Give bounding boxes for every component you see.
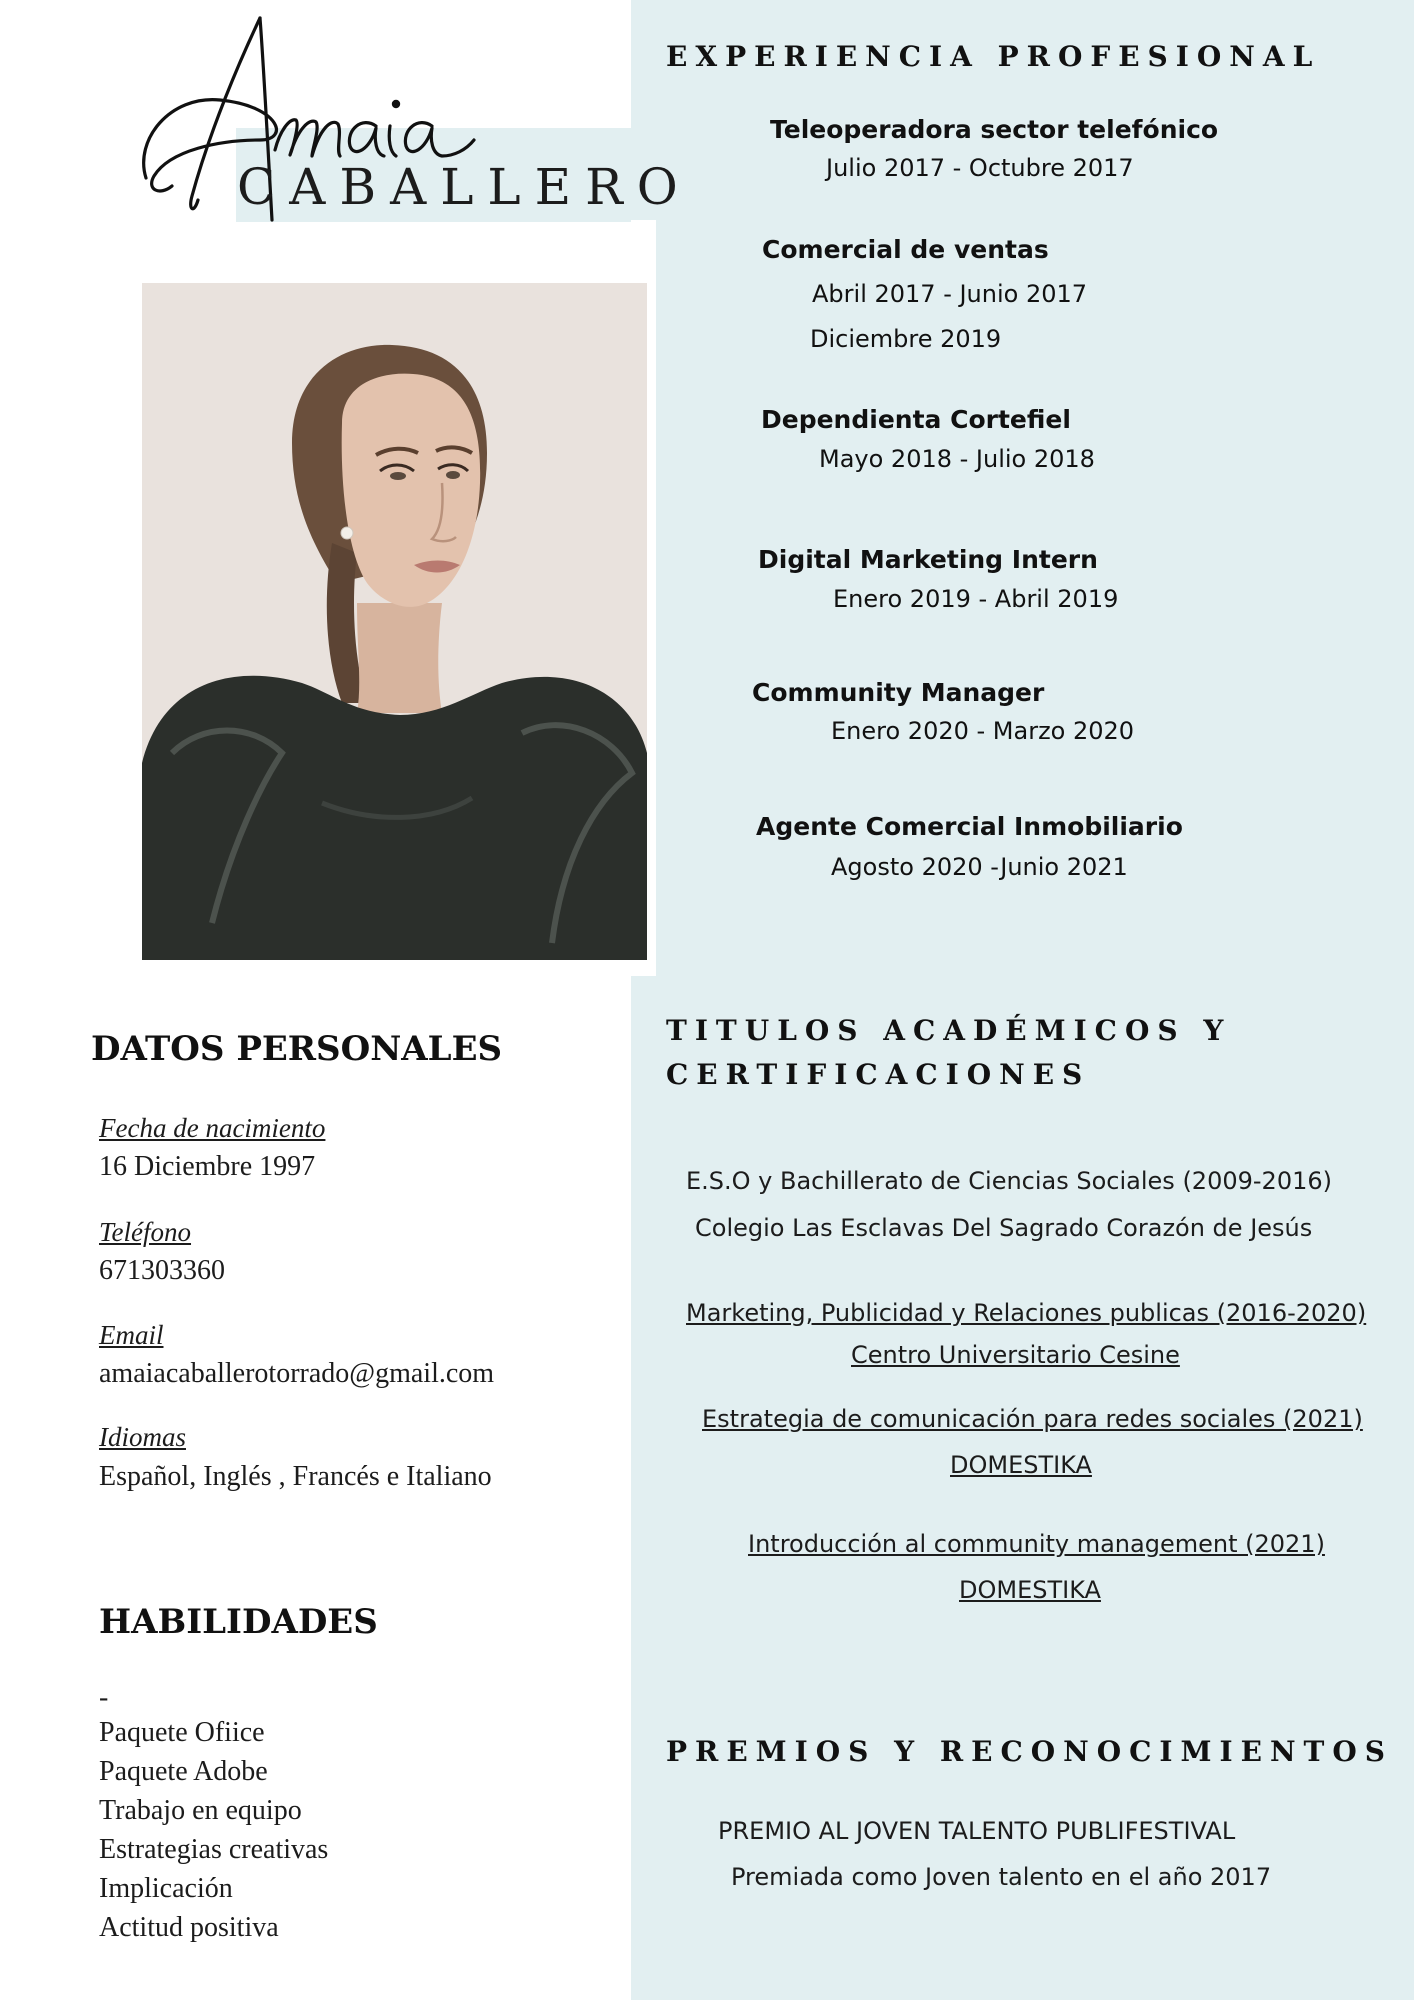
experience-role: Agente Comercial Inmobiliario bbox=[756, 812, 1183, 841]
education-school: DOMESTIKA bbox=[959, 1576, 1101, 1604]
education-school: Colegio Las Esclavas Del Sagrado Corazón de Jesús bbox=[695, 1214, 1313, 1242]
skills-section-title: HABILIDADES bbox=[99, 1602, 378, 1642]
experience-role: Community Manager bbox=[752, 678, 1045, 707]
profile-photo bbox=[142, 283, 647, 960]
experience-dates: Mayo 2018 - Julio 2018 bbox=[819, 445, 1095, 473]
education-name: Estrategia de comunicación para redes sociales (2021) bbox=[702, 1405, 1363, 1433]
email-label: Email bbox=[99, 1320, 164, 1350]
skill-item: Implicación bbox=[99, 1873, 233, 1904]
education-school: Centro Universitario Cesine bbox=[851, 1341, 1180, 1369]
education-section-title-2: CERTIFICACIONES bbox=[666, 1058, 1091, 1091]
experience-role: Digital Marketing Intern bbox=[758, 545, 1098, 574]
experience-role: Comercial de ventas bbox=[762, 235, 1049, 264]
skill-item: Estrategias creativas bbox=[99, 1834, 329, 1865]
skills-dash: - bbox=[99, 1682, 109, 1713]
skill-item: Paquete Ofiice bbox=[99, 1717, 265, 1748]
birthdate-value: 16 Diciembre 1997 bbox=[99, 1151, 316, 1182]
education-name: Marketing, Publicidad y Relaciones publicas (2016-2020) bbox=[686, 1299, 1367, 1327]
phone-value: 671303360 bbox=[99, 1255, 225, 1286]
experience-dates: Diciembre 2019 bbox=[810, 325, 1002, 353]
skill-item: Trabajo en equipo bbox=[99, 1795, 302, 1826]
experience-dates: Enero 2020 - Marzo 2020 bbox=[831, 717, 1135, 745]
education-name: E.S.O y Bachillerato de Ciencias Sociales (2009-2016) bbox=[686, 1167, 1332, 1195]
experience-dates: Enero 2019 - Abril 2019 bbox=[833, 585, 1119, 613]
experience-dates: Julio 2017 - Octubre 2017 bbox=[826, 154, 1134, 182]
experience-role: Dependienta Cortefiel bbox=[761, 405, 1071, 434]
experience-role: Teleoperadora sector telefónico bbox=[770, 115, 1219, 144]
education-name: Introducción al community management (2021) bbox=[748, 1530, 1325, 1558]
awards-section-title: PREMIOS Y RECONOCIMIENTOS bbox=[666, 1735, 1393, 1768]
surname: CABALLERO bbox=[237, 158, 692, 216]
languages-value: Español, Inglés , Francés e Italiano bbox=[99, 1461, 492, 1492]
phone-label: Teléfono bbox=[99, 1217, 192, 1247]
skill-item: Paquete Adobe bbox=[99, 1756, 268, 1787]
education-section-title: TITULOS ACADÉMICOS Y bbox=[666, 1014, 1232, 1047]
experience-dates: Agosto 2020 -Junio 2021 bbox=[831, 853, 1128, 881]
education-school: DOMESTIKA bbox=[950, 1451, 1092, 1479]
languages-label: Idiomas bbox=[99, 1422, 186, 1452]
award-name: PREMIO AL JOVEN TALENTO PUBLIFESTIVAL bbox=[718, 1817, 1236, 1845]
personal-section-title: DATOS PERSONALES bbox=[91, 1029, 503, 1069]
skill-item: Actitud positiva bbox=[99, 1912, 279, 1943]
experience-dates: Abril 2017 - Junio 2017 bbox=[812, 280, 1088, 308]
experience-section-title: EXPERIENCIA PROFESIONAL bbox=[666, 40, 1321, 73]
email-value: amaiacaballerotorrado@gmail.com bbox=[99, 1358, 495, 1389]
award-detail: Premiada como Joven talento en el año 2017 bbox=[731, 1863, 1272, 1891]
birthdate-label: Fecha de nacimiento bbox=[99, 1113, 326, 1143]
portrait-illustration bbox=[142, 283, 647, 960]
